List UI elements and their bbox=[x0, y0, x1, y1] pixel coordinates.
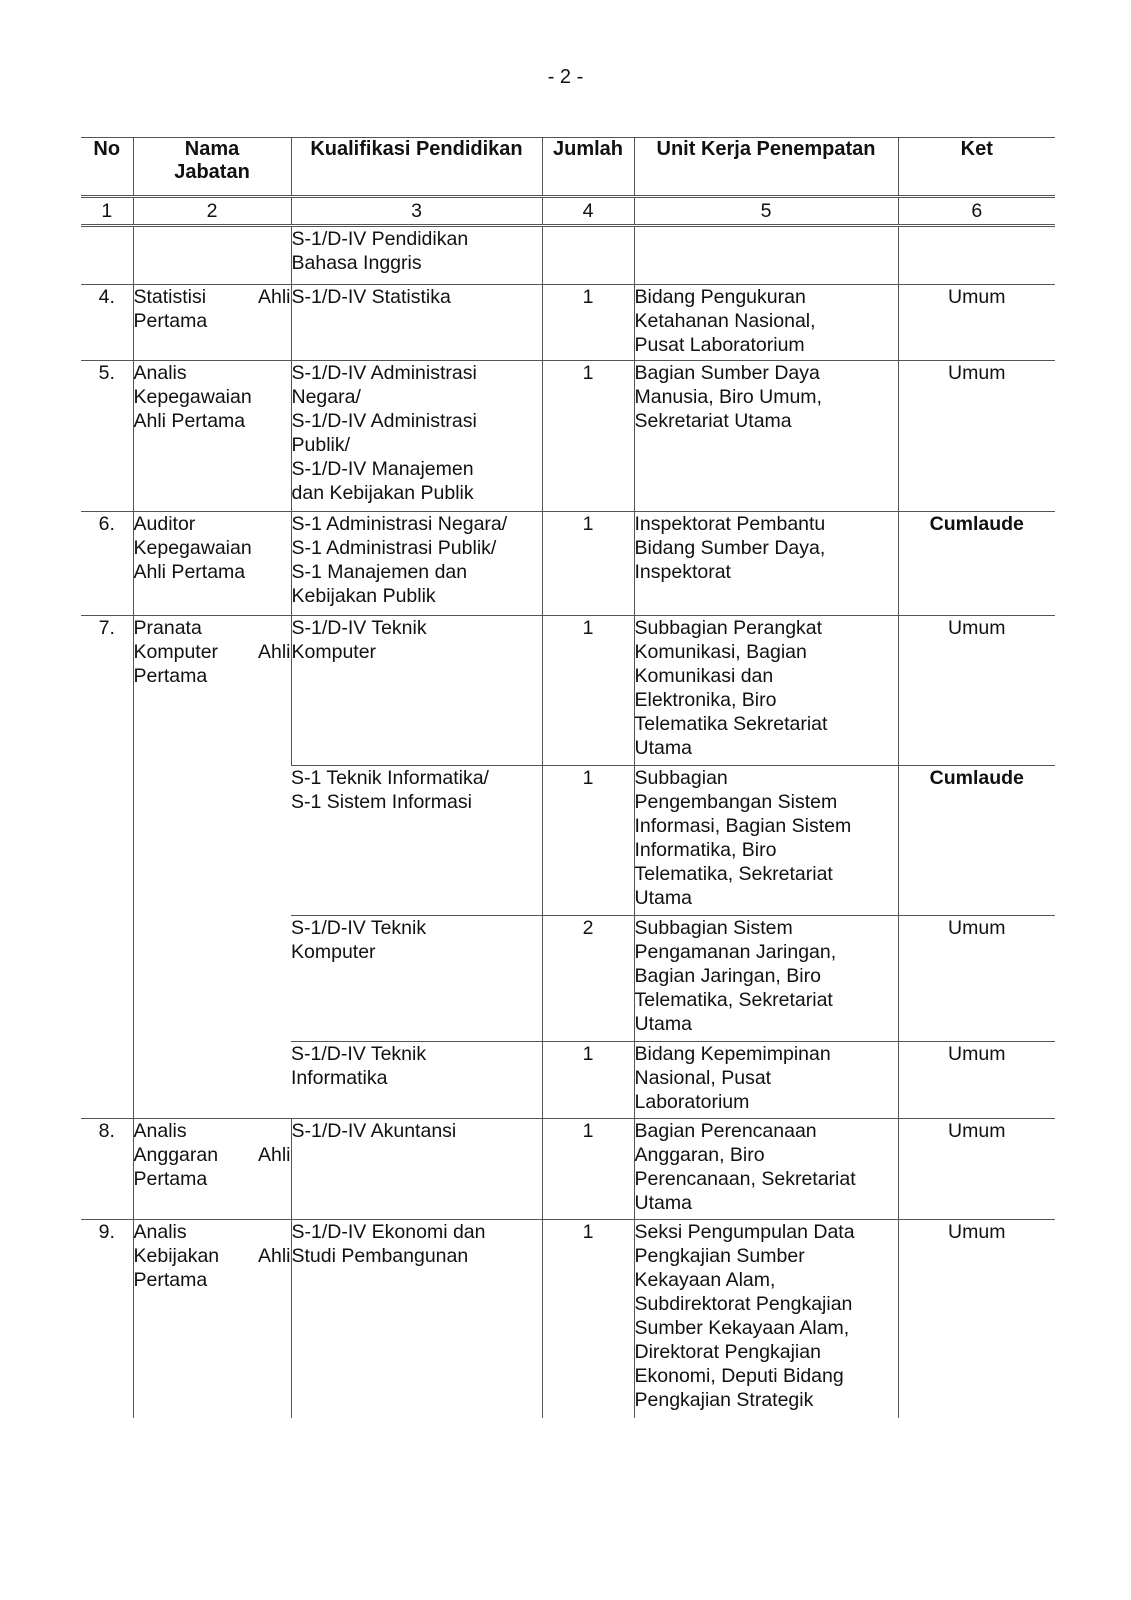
cell-nama bbox=[133, 226, 291, 285]
cell-nama bbox=[133, 285, 291, 361]
cell-nama bbox=[133, 616, 291, 1119]
header-nama-line2: Jabatan bbox=[174, 161, 250, 183]
text-line bbox=[134, 640, 291, 664]
column-number: 5 bbox=[634, 197, 898, 226]
text-line: Manusia, Biro Umum, bbox=[634, 386, 822, 408]
cell-no bbox=[81, 226, 133, 285]
cell-nama bbox=[133, 512, 291, 616]
text-line: Laboratorium bbox=[634, 1091, 750, 1113]
cell-jumlah bbox=[542, 226, 634, 285]
cell-jumlah: 1 bbox=[542, 1042, 634, 1119]
text-line: S-1/D-IV Administrasi bbox=[291, 362, 477, 384]
text-line: Bagian Perencanaan bbox=[634, 1120, 817, 1142]
text-line: Pertama bbox=[133, 665, 208, 687]
text-line: Pertama bbox=[133, 310, 208, 332]
cell-ket: Cumlaude bbox=[898, 766, 1055, 916]
text-line: Telematika Sekretariat bbox=[634, 713, 828, 735]
text-line: Ekonomi, Deputi Bidang bbox=[634, 1365, 844, 1387]
text-line: Direktorat Pengkajian bbox=[634, 1341, 821, 1363]
cell-kualifikasi bbox=[291, 1119, 542, 1220]
text-line: S-1/D-IV Teknik bbox=[291, 617, 427, 639]
cell-kualifikasi bbox=[291, 361, 542, 512]
text-line: Informasi, Bagian Sistem bbox=[634, 815, 852, 837]
text-line: Telematika, Sekretariat bbox=[634, 863, 833, 885]
cell-ket: Umum bbox=[898, 1220, 1055, 1418]
text-line: Pusat Laboratorium bbox=[634, 334, 805, 356]
text-line bbox=[134, 1143, 291, 1167]
header-jumlah: Jumlah bbox=[542, 138, 634, 197]
text-line: Perencanaan, Sekretariat bbox=[634, 1168, 856, 1190]
text-line: Ahli Pertama bbox=[133, 561, 246, 583]
text-line: Utama bbox=[634, 1192, 692, 1214]
text-line: S-1/D-IV Statistika bbox=[291, 286, 451, 308]
cell-ket: Umum bbox=[898, 616, 1055, 766]
word: Statistisi bbox=[133, 286, 207, 308]
text-line: Utama bbox=[634, 737, 692, 759]
cell-jumlah: 1 bbox=[542, 512, 634, 616]
cell-no: 8. bbox=[81, 1119, 133, 1220]
column-number: 4 bbox=[542, 197, 634, 226]
text-line: Ketahanan Nasional, bbox=[634, 310, 816, 332]
text-line: Sekretariat Utama bbox=[634, 410, 792, 432]
word: Ahli bbox=[257, 1144, 291, 1166]
cell-kualifikasi bbox=[291, 616, 542, 766]
text-line: Elektronika, Biro bbox=[634, 689, 777, 711]
cell-kualifikasi bbox=[291, 285, 542, 361]
text-line: Komputer bbox=[291, 941, 376, 963]
text-line: Nasional, Pusat bbox=[634, 1067, 772, 1089]
text-line: Inspektorat Pembantu bbox=[634, 513, 826, 535]
text-line: Pengkajian Sumber bbox=[634, 1245, 805, 1267]
text-line: Pengamanan Jaringan, bbox=[634, 941, 837, 963]
cell-no: 7. bbox=[81, 616, 133, 1119]
text-line: S-1/D-IV Administrasi bbox=[291, 410, 477, 432]
page-number: - 2 - bbox=[547, 66, 584, 88]
cell-jumlah: 1 bbox=[542, 1119, 634, 1220]
text-line: Utama bbox=[634, 1013, 692, 1035]
table-header-row bbox=[81, 138, 1055, 197]
cell-ket: Umum bbox=[898, 285, 1055, 361]
text-line: Informatika, Biro bbox=[634, 839, 777, 861]
header-kualifikasi: Kualifikasi Pendidikan bbox=[291, 138, 542, 197]
text-line: Publik/ bbox=[291, 434, 351, 456]
cell-jumlah: 2 bbox=[542, 916, 634, 1042]
cell-nama bbox=[133, 361, 291, 512]
text-line: Pengembangan Sistem bbox=[634, 791, 838, 813]
cell-no: 4. bbox=[81, 285, 133, 361]
text-line: Sumber Kekayaan Alam, bbox=[634, 1317, 850, 1339]
word: Komputer bbox=[133, 641, 219, 663]
text-line: Bidang Sumber Daya, bbox=[634, 537, 826, 559]
text-line: Pengkajian Strategik bbox=[634, 1389, 814, 1411]
cell-unit bbox=[634, 285, 898, 361]
text-line: Komunikasi dan bbox=[634, 665, 774, 687]
table-row bbox=[81, 285, 1055, 361]
text-line: S-1 Teknik Informatika/ bbox=[291, 767, 489, 789]
table-row bbox=[81, 616, 1055, 766]
cell-nama bbox=[133, 1220, 291, 1418]
cell-ket: Cumlaude bbox=[898, 512, 1055, 616]
table-row bbox=[81, 512, 1055, 616]
text-line: S-1/D-IV Akuntansi bbox=[291, 1120, 457, 1142]
column-number: 6 bbox=[898, 197, 1055, 226]
cell-unit bbox=[634, 1042, 898, 1119]
text-line: Subbagian Sistem bbox=[634, 917, 793, 939]
column-number: 2 bbox=[133, 197, 291, 226]
text-line: Kebijakan Publik bbox=[291, 585, 436, 607]
table-row bbox=[81, 1220, 1055, 1418]
text-line: Bahasa Inggris bbox=[291, 252, 422, 274]
cell-kualifikasi bbox=[291, 512, 542, 616]
cell-unit bbox=[634, 766, 898, 916]
text-line: Komunikasi, Bagian bbox=[634, 641, 807, 663]
cell-jumlah: 1 bbox=[542, 285, 634, 361]
word: Anggaran bbox=[133, 1144, 219, 1166]
text-line: Informatika bbox=[291, 1067, 388, 1089]
text-line: Subbagian Perangkat bbox=[634, 617, 823, 639]
cell-unit bbox=[634, 361, 898, 512]
text-line: Inspektorat bbox=[634, 561, 731, 583]
cell-ket: Umum bbox=[898, 1119, 1055, 1220]
text-line: Analis bbox=[133, 1221, 187, 1243]
text-line: Ahli Pertama bbox=[133, 410, 246, 432]
cell-no: 6. bbox=[81, 512, 133, 616]
text-line: Kepegawaian bbox=[133, 386, 252, 408]
text-line: Analis bbox=[133, 1120, 187, 1142]
header-no: No bbox=[81, 138, 133, 197]
text-line: Komputer bbox=[291, 641, 377, 663]
cell-kualifikasi bbox=[291, 1042, 542, 1119]
cell-kualifikasi bbox=[291, 766, 542, 916]
cell-unit bbox=[634, 1119, 898, 1220]
cell-jumlah: 1 bbox=[542, 361, 634, 512]
text-line: S-1/D-IV Manajemen bbox=[291, 458, 474, 480]
cell-kualifikasi bbox=[291, 916, 542, 1042]
text-line: S-1/D-IV Ekonomi dan bbox=[291, 1221, 486, 1243]
column-number: 3 bbox=[291, 197, 542, 226]
cell-unit bbox=[634, 512, 898, 616]
table-row bbox=[81, 361, 1055, 512]
text-line: dan Kebijakan Publik bbox=[291, 482, 474, 504]
cell-jumlah: 1 bbox=[542, 616, 634, 766]
text-line: Negara/ bbox=[291, 386, 361, 408]
cell-ket bbox=[898, 226, 1055, 285]
cell-no: 9. bbox=[98, 1221, 115, 1243]
text-line bbox=[134, 1244, 291, 1268]
text-line: Pranata bbox=[133, 617, 202, 639]
cell-unit bbox=[634, 916, 898, 1042]
word: Ahli bbox=[257, 286, 291, 308]
text-line: S-1 Administrasi Negara/ bbox=[291, 513, 508, 535]
cell-no: 5. bbox=[81, 361, 133, 512]
text-line: S-1/D-IV Pendidikan bbox=[291, 228, 469, 250]
text-line: Subdirektorat Pengkajian bbox=[634, 1293, 853, 1315]
cell-ket: Umum bbox=[898, 361, 1055, 512]
text-line: Kekayaan Alam, bbox=[634, 1269, 776, 1291]
text-line: Bagian Sumber Daya bbox=[634, 362, 820, 384]
cell-ket: Umum bbox=[898, 1042, 1055, 1119]
text-line: Pertama bbox=[133, 1168, 208, 1190]
text-line: Auditor bbox=[133, 513, 196, 535]
cell-unit bbox=[634, 1220, 898, 1418]
column-number: 1 bbox=[81, 197, 133, 226]
text-line: Seksi Pengumpulan Data bbox=[634, 1221, 855, 1243]
text-line: Studi Pembangunan bbox=[291, 1245, 469, 1267]
cell-jumlah: 1 bbox=[542, 766, 634, 916]
formation-table bbox=[81, 137, 1055, 1418]
text-line: S-1 Sistem Informasi bbox=[291, 791, 472, 813]
text-line: S-1 Manajemen dan bbox=[291, 561, 468, 583]
text-line: Bagian Jaringan, Biro bbox=[634, 965, 821, 987]
text-line: Pertama bbox=[133, 1269, 208, 1291]
text-line: Telematika, Sekretariat bbox=[634, 989, 833, 1011]
cell-unit bbox=[634, 226, 898, 285]
cell-jumlah: 1 bbox=[542, 1220, 634, 1418]
text-line: S-1/D-IV Teknik bbox=[291, 917, 427, 939]
text-line: Anggaran, Biro bbox=[634, 1144, 765, 1166]
table-row bbox=[81, 226, 1055, 285]
text-line: S-1 Administrasi Publik/ bbox=[291, 537, 497, 559]
header-ket: Ket bbox=[898, 138, 1055, 197]
text-line: Subbagian bbox=[634, 767, 728, 789]
word: Kebijakan bbox=[133, 1245, 220, 1267]
header-nama-line1: Nama bbox=[184, 138, 240, 160]
column-number-row bbox=[81, 197, 1055, 226]
word: Ahli bbox=[257, 641, 291, 663]
word: Ahli bbox=[257, 1245, 291, 1267]
text-line: Analis bbox=[133, 362, 187, 384]
text-line: Bidang Pengukuran bbox=[634, 286, 806, 308]
cell-nama bbox=[133, 1119, 291, 1220]
header-unit-kerja: Unit Kerja Penempatan bbox=[634, 138, 898, 197]
text-line: S-1/D-IV Teknik bbox=[291, 1043, 427, 1065]
cell-kualifikasi bbox=[291, 226, 542, 285]
text-line: Kepegawaian bbox=[133, 537, 252, 559]
cell-unit bbox=[634, 616, 898, 766]
text-line bbox=[134, 285, 291, 309]
cell-kualifikasi bbox=[291, 1220, 542, 1418]
cell-ket: Umum bbox=[898, 916, 1055, 1042]
table-row bbox=[81, 1119, 1055, 1220]
text-line: Utama bbox=[634, 887, 692, 909]
text-line: Bidang Kepemimpinan bbox=[634, 1043, 831, 1065]
header-nama-jabatan bbox=[133, 138, 291, 197]
